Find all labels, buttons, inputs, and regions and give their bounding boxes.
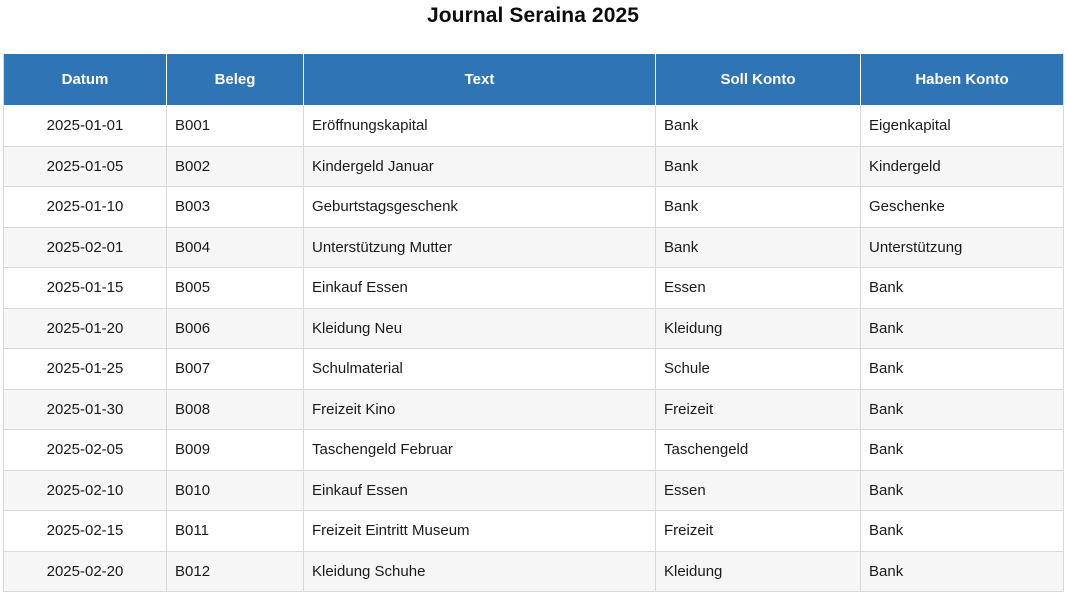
column-header-haben-konto[interactable]: Haben Konto xyxy=(861,54,1064,106)
cell-beleg: B007 xyxy=(167,349,304,390)
cell-beleg: B012 xyxy=(167,551,304,592)
table-body xyxy=(4,106,1064,592)
cell-soll-konto: Bank xyxy=(656,106,861,147)
cell-datum: 2025-01-01 xyxy=(4,106,167,147)
cell-haben-konto: Bank xyxy=(861,308,1064,349)
cell-text: Kleidung Neu xyxy=(304,308,656,349)
page-title: Journal Seraina 2025 xyxy=(426,4,640,27)
cell-soll-konto: Essen xyxy=(656,268,861,309)
cell-text: Eröffnungskapital xyxy=(304,106,656,147)
cell-text: Taschengeld Februar xyxy=(304,430,656,471)
cell-soll-konto: Bank xyxy=(656,146,861,187)
cell-text: Kleidung Schuhe xyxy=(304,551,656,592)
cell-datum: 2025-01-05 xyxy=(4,146,167,187)
cell-soll-konto: Essen xyxy=(656,470,861,511)
table-header-row xyxy=(4,54,1064,106)
cell-beleg: B005 xyxy=(167,268,304,309)
table-row[interactable] xyxy=(4,511,1064,552)
table-row[interactable] xyxy=(4,187,1064,228)
cell-text: Freizeit Eintritt Museum xyxy=(304,511,656,552)
cell-text: Geburtstagsgeschenk xyxy=(304,187,656,228)
cell-soll-konto: Kleidung xyxy=(656,551,861,592)
cell-text: Einkauf Essen xyxy=(304,268,656,309)
table-row[interactable] xyxy=(4,106,1064,147)
column-header-beleg[interactable]: Beleg xyxy=(167,54,304,106)
cell-beleg: B001 xyxy=(167,106,304,147)
cell-soll-konto: Freizeit xyxy=(656,511,861,552)
cell-haben-konto: Bank xyxy=(861,470,1064,511)
cell-beleg: B011 xyxy=(167,511,304,552)
cell-datum: 2025-01-30 xyxy=(4,389,167,430)
cell-beleg: B003 xyxy=(167,187,304,228)
cell-datum: 2025-02-20 xyxy=(4,551,167,592)
cell-text: Freizeit Kino xyxy=(304,389,656,430)
cell-haben-konto: Bank xyxy=(861,551,1064,592)
table-row[interactable] xyxy=(4,389,1064,430)
cell-haben-konto: Geschenke xyxy=(861,187,1064,228)
cell-datum: 2025-02-10 xyxy=(4,470,167,511)
table-header xyxy=(4,54,1064,106)
cell-haben-konto: Bank xyxy=(861,349,1064,390)
cell-haben-konto: Bank xyxy=(861,511,1064,552)
table-row[interactable] xyxy=(4,430,1064,471)
cell-haben-konto: Bank xyxy=(861,430,1064,471)
cell-soll-konto: Freizeit xyxy=(656,389,861,430)
cell-haben-konto: Unterstützung xyxy=(861,227,1064,268)
cell-soll-konto: Bank xyxy=(656,187,861,228)
cell-beleg: B002 xyxy=(167,146,304,187)
cell-beleg: B006 xyxy=(167,308,304,349)
journal-table xyxy=(3,53,1064,592)
cell-text: Unterstützung Mutter xyxy=(304,227,656,268)
cell-soll-konto: Taschengeld xyxy=(656,430,861,471)
table-row[interactable] xyxy=(4,349,1064,390)
cell-datum: 2025-01-15 xyxy=(4,268,167,309)
cell-text: Kindergeld Januar xyxy=(304,146,656,187)
cell-beleg: B004 xyxy=(167,227,304,268)
table-row[interactable] xyxy=(4,268,1064,309)
cell-soll-konto: Schule xyxy=(656,349,861,390)
column-header-soll-konto[interactable]: Soll Konto xyxy=(656,54,861,106)
cell-haben-konto: Bank xyxy=(861,268,1064,309)
cell-datum: 2025-01-10 xyxy=(4,187,167,228)
cell-datum: 2025-01-25 xyxy=(4,349,167,390)
table-row[interactable] xyxy=(4,227,1064,268)
cell-haben-konto: Kindergeld xyxy=(861,146,1064,187)
cell-beleg: B008 xyxy=(167,389,304,430)
cell-soll-konto: Kleidung xyxy=(656,308,861,349)
table-row[interactable] xyxy=(4,470,1064,511)
cell-datum: 2025-02-01 xyxy=(4,227,167,268)
cell-haben-konto: Bank xyxy=(861,389,1064,430)
cell-text: Einkauf Essen xyxy=(304,470,656,511)
cell-text: Schulmaterial xyxy=(304,349,656,390)
table-row[interactable] xyxy=(4,146,1064,187)
cell-haben-konto: Eigenkapital xyxy=(861,106,1064,147)
cell-datum: 2025-01-20 xyxy=(4,308,167,349)
column-header-text[interactable]: Text xyxy=(304,54,656,106)
cell-beleg: B010 xyxy=(167,470,304,511)
cell-beleg: B009 xyxy=(167,430,304,471)
cell-datum: 2025-02-05 xyxy=(4,430,167,471)
journal-table-container xyxy=(0,53,1066,592)
cell-datum: 2025-02-15 xyxy=(4,511,167,552)
table-row[interactable] xyxy=(4,308,1064,349)
cell-soll-konto: Bank xyxy=(656,227,861,268)
column-header-datum[interactable]: Datum xyxy=(4,54,167,106)
table-row[interactable] xyxy=(4,551,1064,592)
